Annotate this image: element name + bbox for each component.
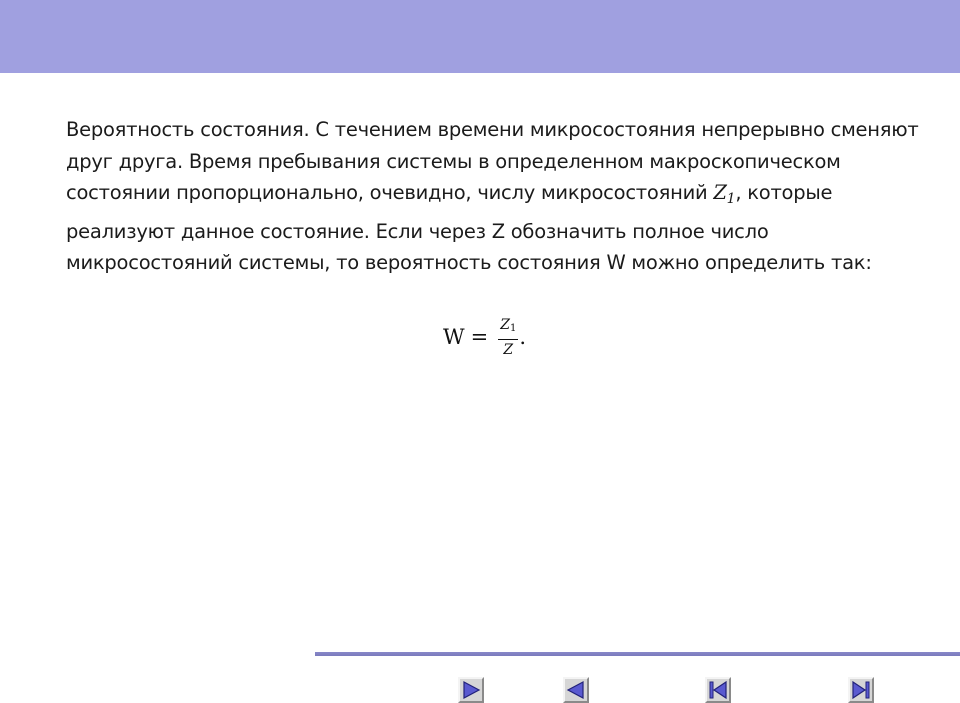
formula-equals: = bbox=[470, 325, 489, 349]
variable-z-subscript: 1 bbox=[726, 191, 736, 208]
slide-body-text bbox=[66, 114, 936, 279]
formula-numerator bbox=[498, 317, 518, 340]
first-icon bbox=[707, 679, 729, 701]
body-text-part2: , которые реализуют данное состояние. Если через Z обозначить полное число микросостояний системы, то вероятность состояния W можно определить так: bbox=[66, 181, 872, 275]
next-icon bbox=[460, 679, 482, 701]
variable-z: Z bbox=[713, 181, 727, 205]
first-slide-button[interactable] bbox=[705, 677, 731, 703]
formula-terminator: . bbox=[519, 325, 526, 349]
last-icon bbox=[850, 679, 872, 701]
formula-fraction bbox=[498, 317, 518, 358]
header-band bbox=[0, 0, 960, 73]
probability-formula bbox=[443, 312, 526, 362]
formula-numerator-var: Z bbox=[500, 316, 510, 333]
footer-divider bbox=[315, 652, 960, 656]
formula-lhs: W bbox=[443, 325, 465, 349]
previous-icon bbox=[565, 679, 587, 701]
next-slide-button[interactable] bbox=[458, 677, 484, 703]
formula-numerator-sub: 1 bbox=[509, 322, 517, 334]
formula-denominator: Z bbox=[503, 341, 514, 358]
last-slide-button[interactable] bbox=[848, 677, 874, 703]
previous-slide-button[interactable] bbox=[563, 677, 589, 703]
body-text-part1: Вероятность состояния. С течением времени микросостояния непрерывно сменяют друг друга. Время пребывания системы в определенном макроскопическом состоянии пропорционально, очевидно, числу микросостояний bbox=[66, 118, 919, 205]
